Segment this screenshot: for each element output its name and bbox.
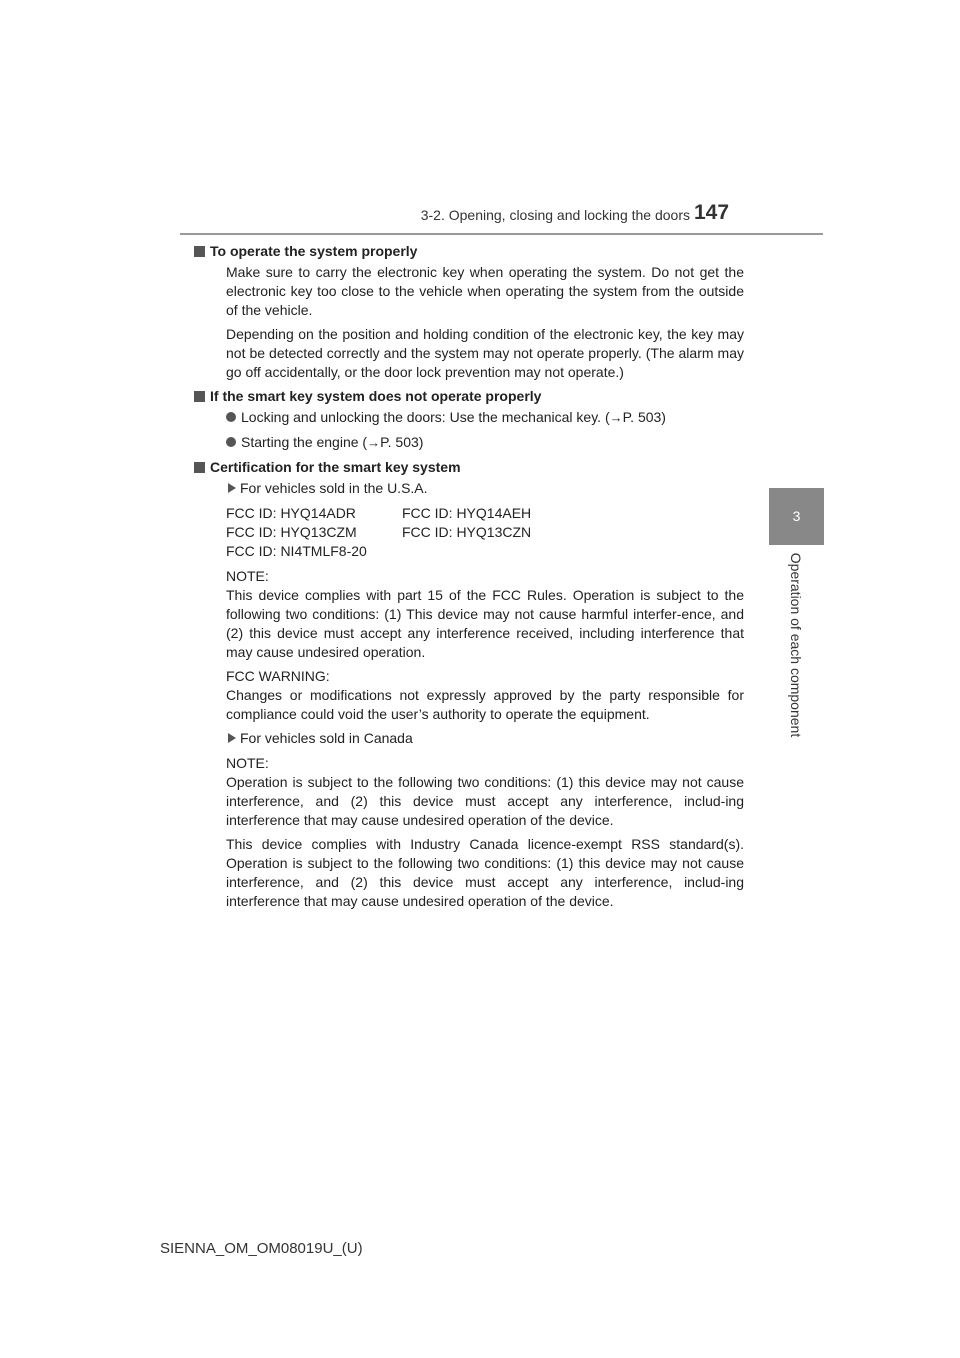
fcc-id: FCC ID: HYQ13CZN — [402, 524, 532, 540]
heading-text: Certification for the smart key system — [210, 459, 461, 475]
circle-bullet-icon — [226, 437, 236, 447]
warning-title: FCC WARNING: — [226, 668, 330, 684]
page-number: 147 — [694, 201, 730, 224]
paragraph: This device complies with Industry Canada licence-exempt RSS standard(s). Operation is subject to the following two conditions: (1) this device may not cause interference, and (2) this device must accept any interference, includ-ing interference that may cause undesired operation of the device. — [226, 836, 744, 909]
square-bullet-icon — [194, 391, 205, 402]
fcc-id: FCC ID: HYQ13CZM — [226, 524, 357, 540]
list-item-text: Locking and unlocking the doors: Use the mechanical key. ( — [241, 409, 610, 425]
heading-text: To operate the system properly — [210, 243, 418, 259]
square-bullet-icon — [194, 462, 205, 473]
note-title: NOTE: — [226, 568, 269, 584]
section-title: 3-2. Opening, closing and locking the doors — [420, 207, 690, 223]
arrow-right-icon: → — [367, 435, 381, 450]
heading-operate — [194, 242, 744, 261]
region-label-text: For vehicles sold in the U.S.A. — [240, 480, 428, 496]
triangle-bullet-icon — [228, 483, 236, 493]
document-code: SIENNA_OM_OM08019U_(U) — [160, 1240, 363, 1257]
list-item-text: Starting the engine ( — [241, 434, 368, 450]
note-block — [226, 567, 744, 662]
arrow-right-icon: → — [609, 410, 623, 425]
fcc-id-list — [226, 504, 744, 561]
square-bullet-icon — [194, 246, 205, 257]
region-label-text: For vehicles sold in Canada — [240, 730, 413, 746]
chapter-number: 3 — [792, 508, 801, 524]
heading-text: If the smart key system does not operate properly — [210, 388, 542, 404]
chapter-label: Operation of each component — [788, 552, 804, 738]
region-label-canada — [226, 729, 744, 748]
fcc-id: FCC ID: HYQ14ADR — [226, 505, 356, 521]
note-text: Operation is subject to the following two conditions: (1) this device may not cause interference, and (2) this device must accept any interference, includ-ing interference that may cause undesired operation of the device. — [226, 774, 744, 828]
heading-not-operate — [194, 387, 744, 406]
note-title: NOTE: — [226, 755, 269, 771]
note-block — [226, 754, 744, 830]
fcc-id: FCC ID: HYQ14AEH — [402, 505, 532, 521]
warning-block — [226, 667, 744, 724]
warning-text: Changes or modifications not expressly approved by the party responsible for compliance could void the user’s authority to operate the equipment. — [226, 687, 744, 722]
circle-bullet-icon — [226, 412, 236, 422]
paragraph: Make sure to carry the electronic key when operating the system. Do not get the electronic key too close to the vehicle when operating the system from the outside of the vehicle. — [226, 264, 744, 318]
list-item — [226, 408, 744, 427]
chapter-label-wrap — [769, 545, 824, 745]
page-reference: P. 503) — [622, 409, 666, 425]
region-label-usa — [226, 479, 744, 498]
heading-certification — [194, 458, 744, 477]
header-rule — [180, 233, 823, 235]
chapter-tab — [769, 488, 824, 545]
page-content — [210, 242, 744, 916]
list-item — [226, 433, 744, 452]
triangle-bullet-icon — [228, 733, 236, 743]
note-text: This device complies with part 15 of the FCC Rules. Operation is subject to the following two conditions: (1) This device may not cause harmful interfer-ence, and (2) this device must accept any interference received, including interference that may cause undesired operation. — [226, 587, 744, 660]
fcc-id: FCC ID: NI4TMLF8-20 — [226, 543, 367, 559]
paragraph: Depending on the position and holding condition of the electronic key, the key may not be detected correctly and the system may not operate properly. (The alarm may go off accidentally, or the door lock prevention may not operate.) — [226, 326, 744, 380]
page-reference: P. 503) — [380, 434, 424, 450]
